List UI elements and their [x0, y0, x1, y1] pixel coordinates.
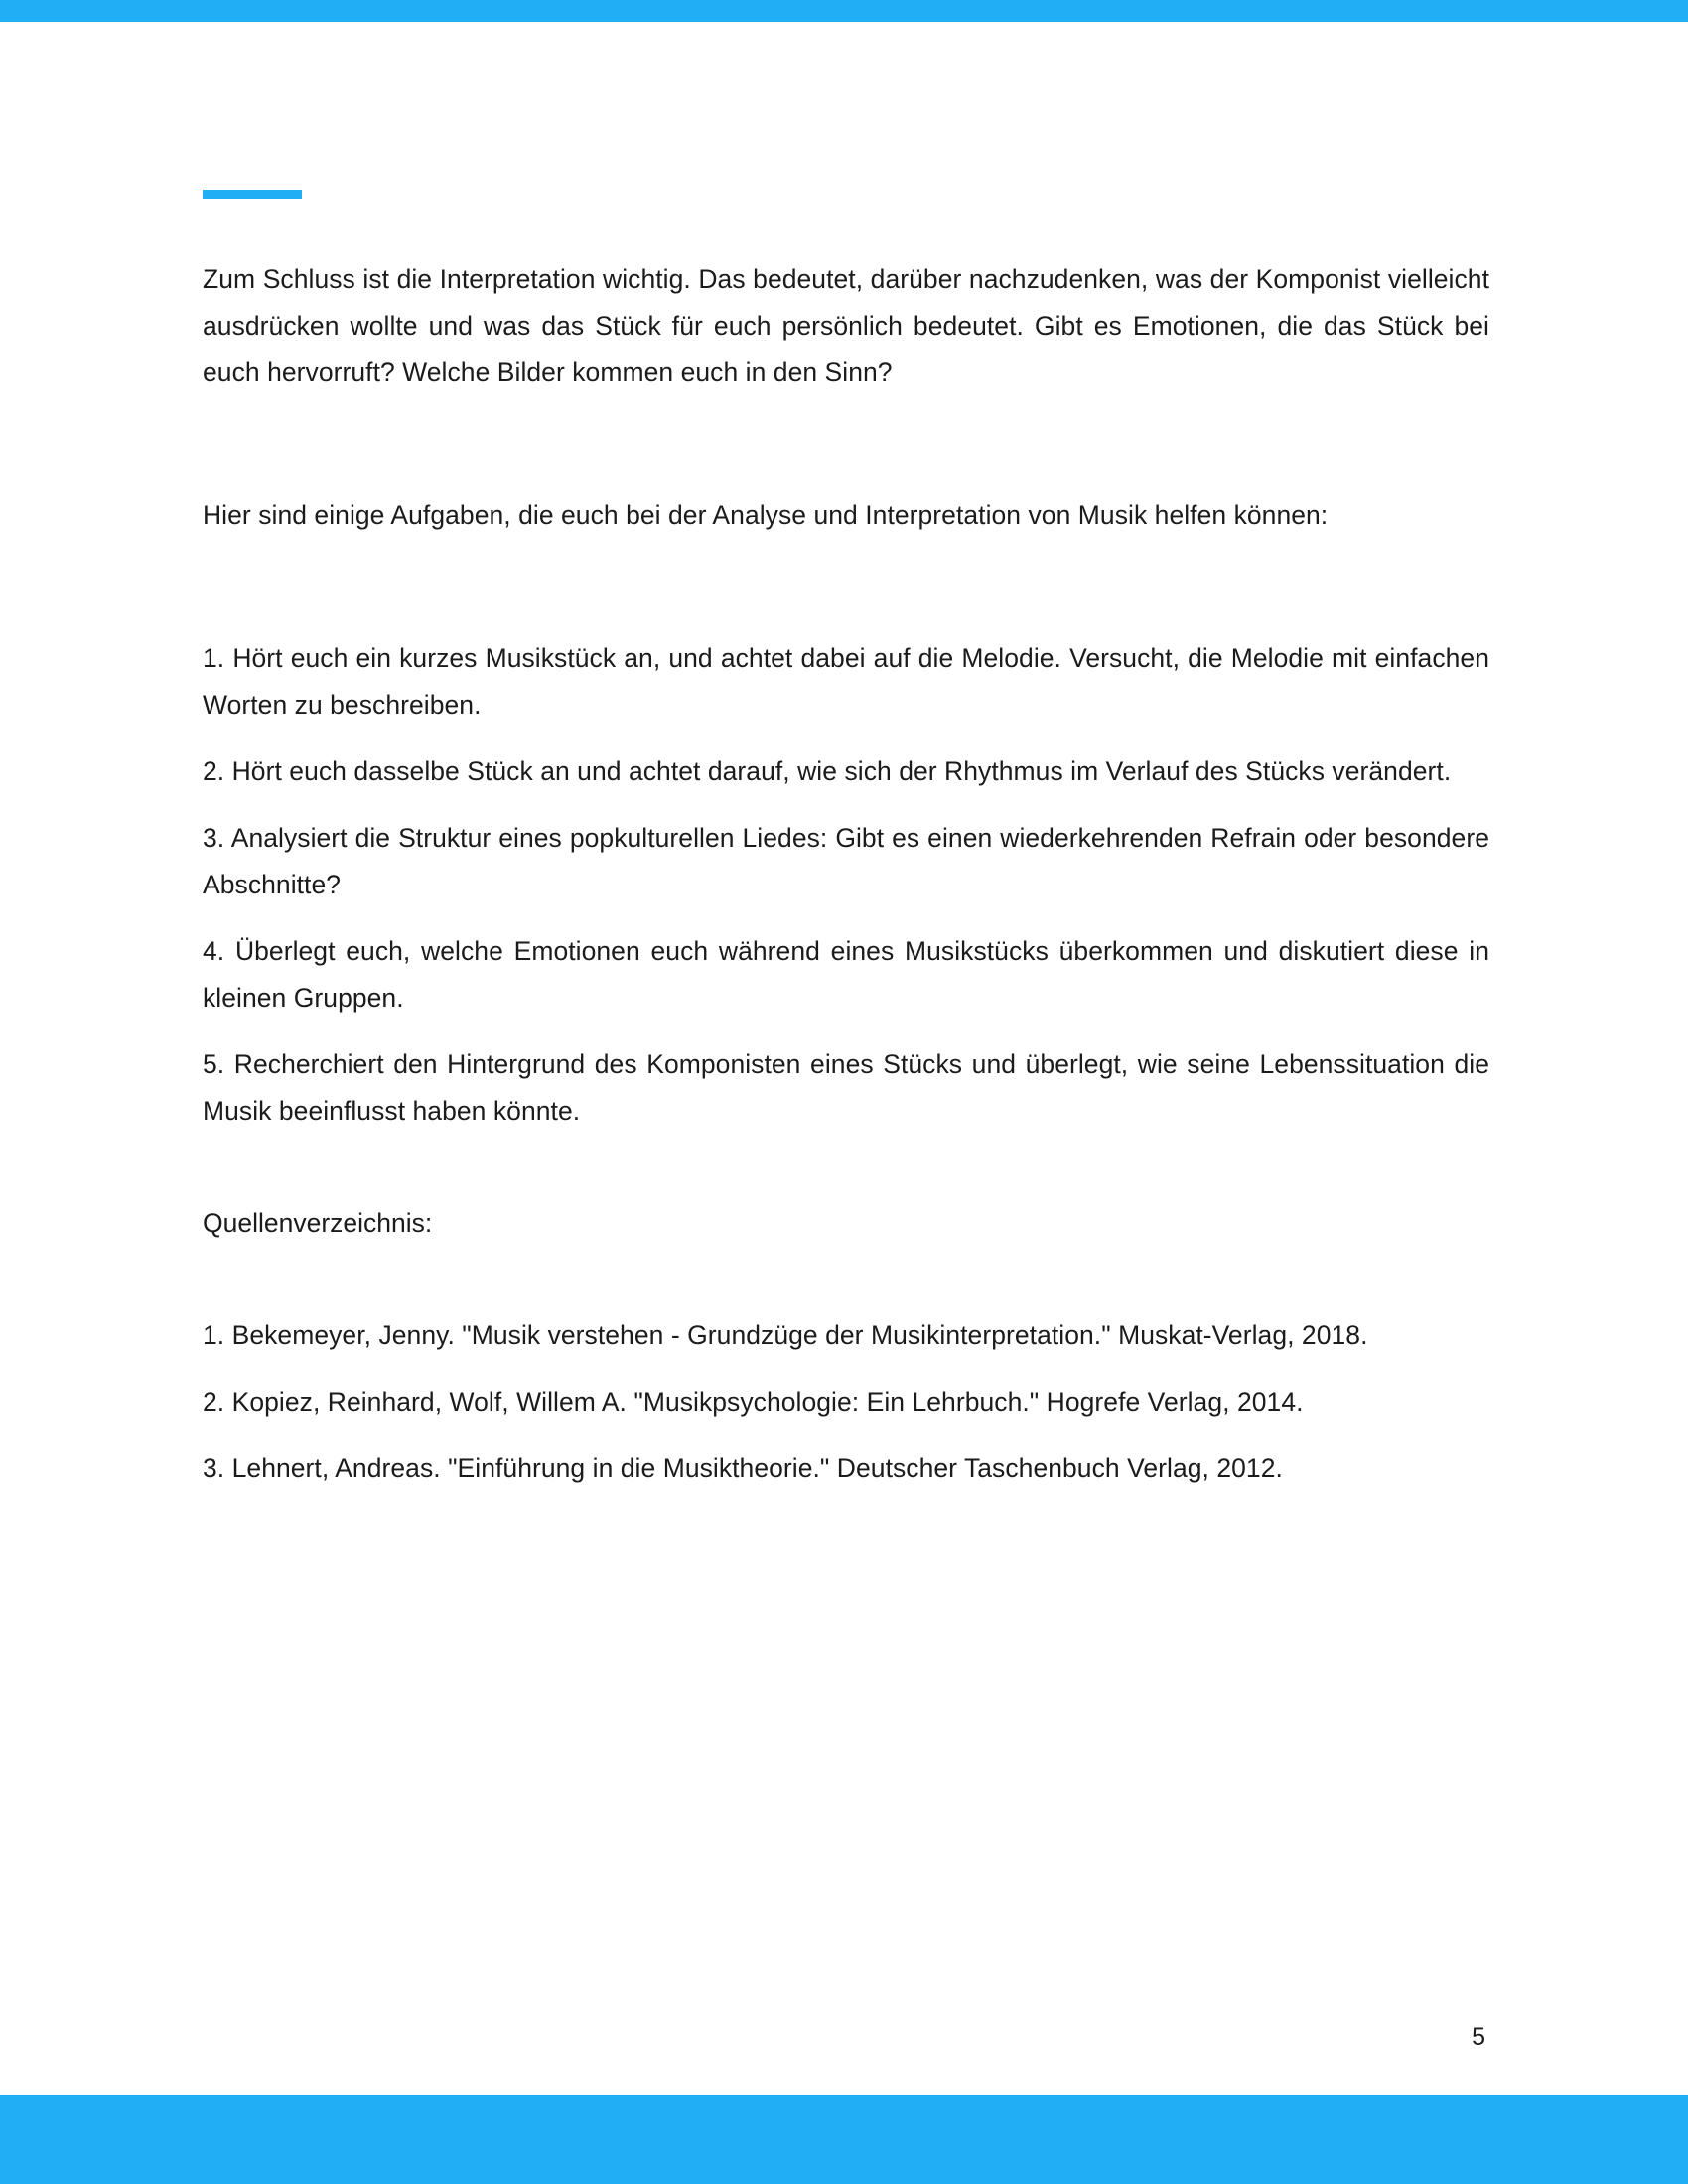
spacer — [203, 1426, 1489, 1445]
task-item-1: 1. Hört euch ein kurzes Musikstück an, und achtet dabei auf die Melodie. Versucht, die Melodie mit einfachen Worten zu beschreiben. — [203, 643, 1489, 720]
spacer — [203, 729, 1489, 749]
task-item-2: 2. Hört euch dasselbe Stück an und achtet darauf, wie sich der Rhythmus im Verlauf des Stücks verändert. — [203, 756, 1452, 786]
spacer — [203, 396, 1489, 492]
section-accent-dash — [203, 190, 302, 199]
source-item-2: 2. Kopiez, Reinhard, Wolf, Willem A. "Musikpsychologie: Ein Lehrbuch." Hogrefe Verlag, 2014. — [203, 1387, 1304, 1417]
task-item-4: 4. Überlegt euch, welche Emotionen euch während eines Musikstücks überkommen und diskutiert diese in kleinen Gruppen. — [203, 936, 1489, 1013]
spacer — [203, 795, 1489, 815]
source-item-1: 1. Bekemeyer, Jenny. "Musik verstehen - Grundzüge der Musikinterpretation." Muskat-Verlag, 2018. — [203, 1320, 1368, 1350]
page-number: 5 — [1472, 2023, 1485, 2051]
spacer — [203, 1359, 1489, 1379]
top-accent-bar — [0, 0, 1688, 22]
sources-heading: Quellenverzeichnis: — [203, 1208, 433, 1238]
spacer — [203, 1247, 1489, 1312]
tasks-lead-in-paragraph: Hier sind einige Aufgaben, die euch bei der Analyse und Interpretation von Musik helfen können: — [203, 500, 1329, 530]
bottom-accent-bar — [0, 2095, 1688, 2184]
spacer — [203, 539, 1489, 635]
spacer — [203, 1135, 1489, 1200]
spacer — [203, 1022, 1489, 1041]
task-item-5: 5. Recherchiert den Hintergrund des Komponisten eines Stücks und überlegt, wie seine Lebenssituation die Musik beeinflusst haben könnte. — [203, 1049, 1489, 1126]
spacer — [203, 908, 1489, 928]
intro-paragraph: Zum Schluss ist die Interpretation wichtig. Das bedeutet, darüber nachzudenken, was der Komponist vielleicht ausdrücken wollte und was das Stück für euch persönlich bedeutet. Gibt es Emotionen, die das Stück bei euch hervorruft? Welche Bilder kommen euch in den Sinn? — [203, 264, 1489, 387]
source-item-3: 3. Lehnert, Andreas. "Einführung in die Musiktheorie." Deutscher Taschenbuch Verlag, 2012. — [203, 1453, 1283, 1483]
page-content — [203, 256, 1489, 1492]
task-item-3: 3. Analysiert die Struktur eines popkulturellen Liedes: Gibt es einen wiederkehrenden Refrain oder besondere Abschnitte? — [203, 823, 1489, 899]
